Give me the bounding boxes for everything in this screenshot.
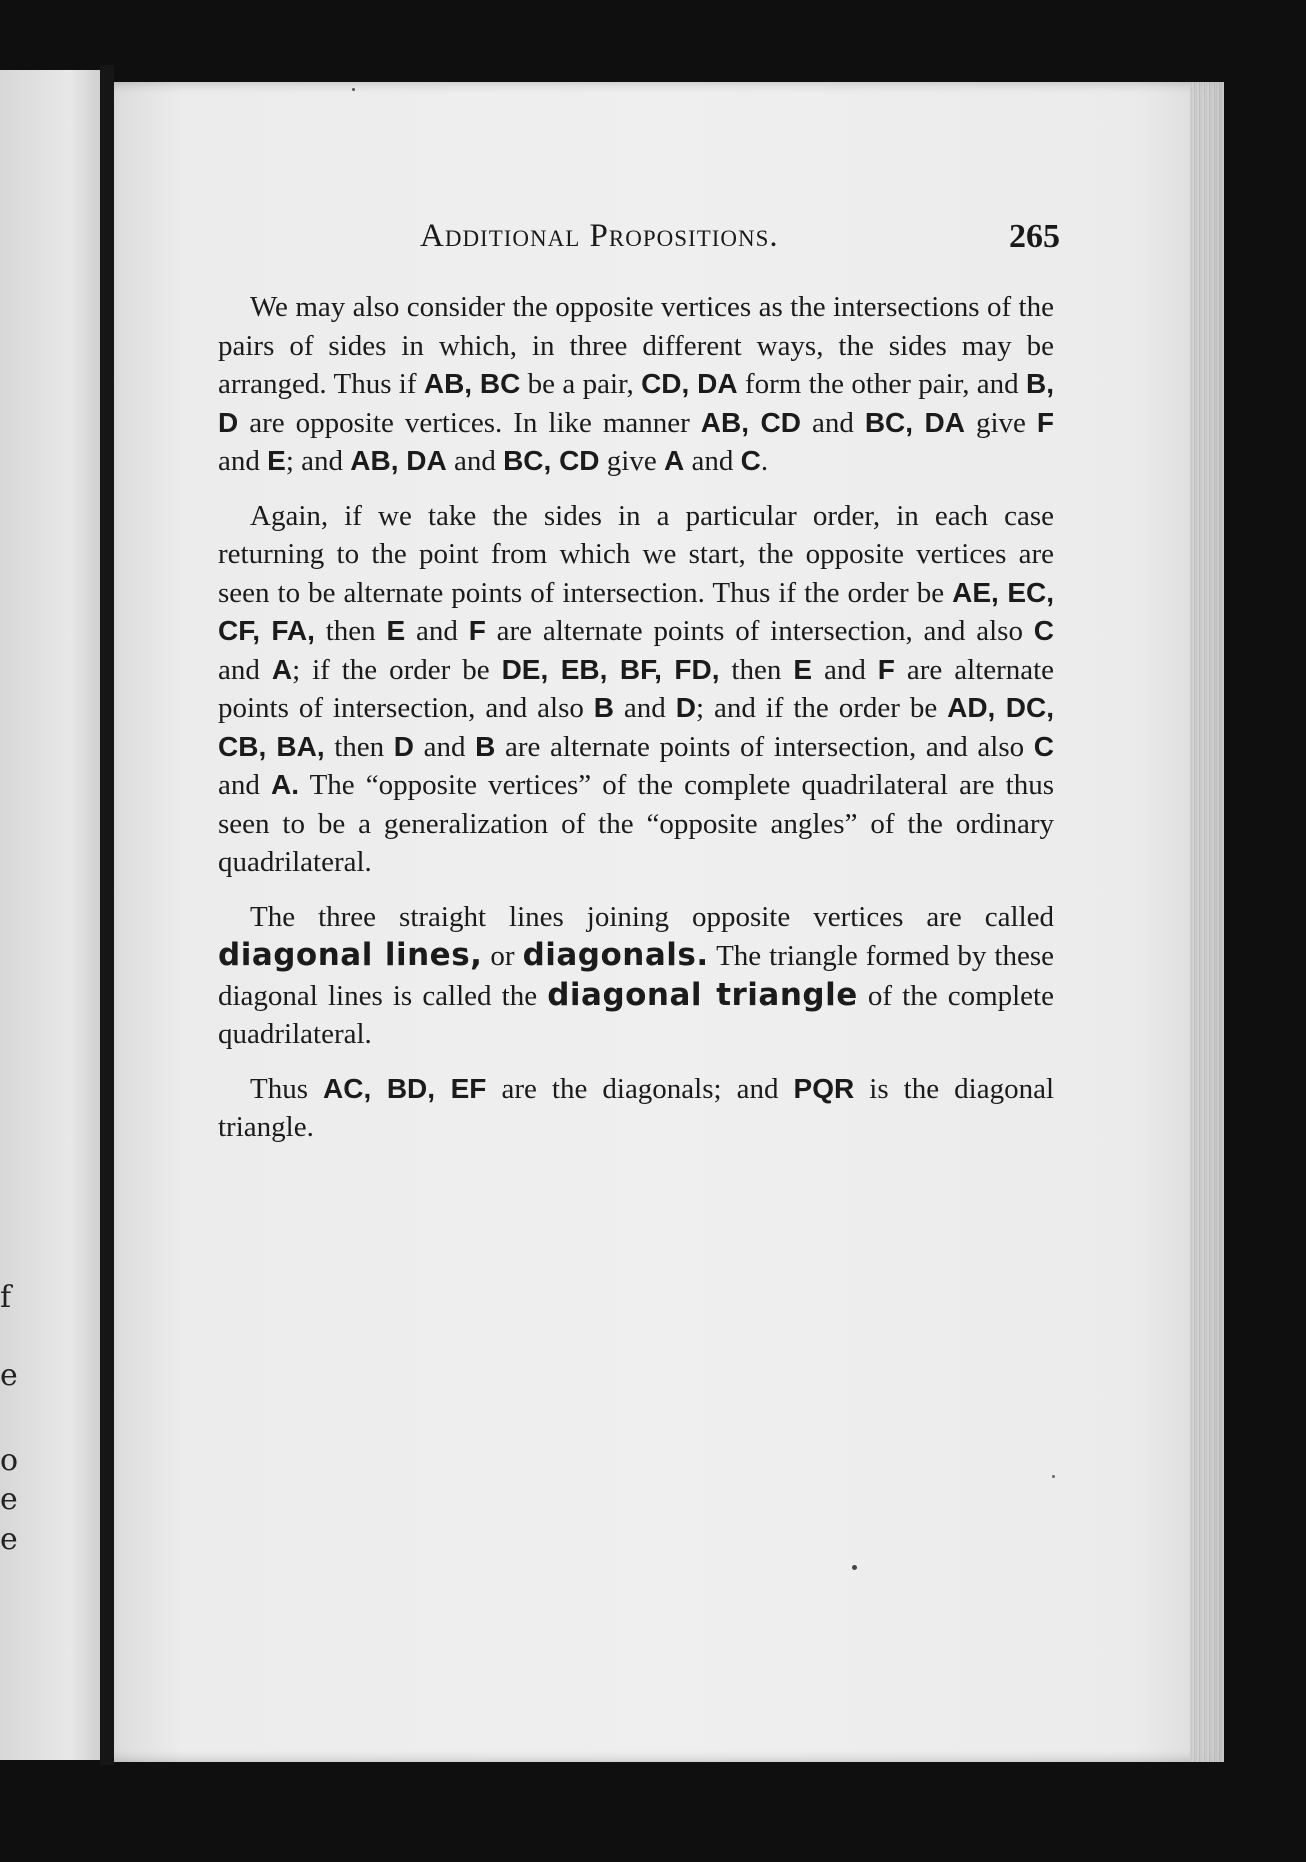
text-run: are the diagonals; and xyxy=(486,1072,794,1105)
bold-label: F xyxy=(877,653,895,685)
bold-label: A xyxy=(271,653,293,685)
text-run: Again, if we take the sides in a particular order, in each case returning to the point from which we start, the opposite vertices are seen to be alternate points of intersection. Thus if the order be xyxy=(218,499,1054,609)
bold-label: C xyxy=(1033,615,1054,646)
previous-page-letter: e xyxy=(0,1482,18,1517)
text-run: then xyxy=(719,653,794,686)
bold-label: AB, CD xyxy=(700,406,801,438)
bold-label: CD, DA xyxy=(641,368,738,399)
bold-label: C xyxy=(740,445,761,476)
text-run: and xyxy=(218,653,272,686)
dust-speck xyxy=(352,88,355,91)
text-run: form the other pair, and xyxy=(737,368,1026,400)
text-run: then xyxy=(314,615,387,647)
page-edge-stack xyxy=(1190,82,1224,1762)
book-gutter xyxy=(100,65,114,1765)
defined-term: diagonal triangle xyxy=(547,976,858,1013)
text-run: and xyxy=(684,445,741,477)
dust-speck xyxy=(852,1565,857,1570)
bold-label: BC, CD xyxy=(503,445,600,476)
previous-page-letter: o xyxy=(0,1443,19,1478)
text-run: The “opposite vertices” of the complete quadrilateral are thus seen to be a generalization of the “opposite angles” of the ordinary quadrilateral. xyxy=(218,769,1054,878)
paragraph-1 xyxy=(218,288,1054,481)
bold-label: B xyxy=(593,692,615,723)
paragraph-2 xyxy=(218,497,1054,882)
bold-label: B, D xyxy=(218,368,1054,438)
bold-label: C xyxy=(1033,730,1054,762)
text-run: is the diagonal triangle. xyxy=(218,1072,1054,1143)
text-run: and xyxy=(218,445,268,477)
bold-label: E xyxy=(793,653,813,685)
text-run: and xyxy=(414,730,476,763)
previous-page-letter: f xyxy=(0,1280,12,1315)
text-run: ; and if the order be xyxy=(695,692,948,724)
text-run: and xyxy=(218,769,271,801)
text-run: are alternate points of intersection, and also xyxy=(495,730,1034,763)
text-run: ; if the order be xyxy=(292,653,502,686)
bold-label: AE, EC, CF, FA, xyxy=(218,576,1054,646)
defined-term: diagonals. xyxy=(522,937,709,973)
text-run: Thus xyxy=(250,1072,324,1105)
text-run: The triangle formed by these diagonal lines is called the xyxy=(218,940,1054,1012)
bold-label: PQR xyxy=(793,1072,855,1104)
text-run: We may also consider the opposite vertices as the intersections of the pairs of sides in which, in three different ways, the sides may be arranged. Thus if xyxy=(218,291,1054,400)
bold-label: BC, DA xyxy=(864,406,965,438)
previous-page-letter: e xyxy=(0,1522,18,1557)
page-number: 265 xyxy=(1009,218,1060,255)
text-run: and xyxy=(614,692,676,724)
text-run: and xyxy=(405,615,469,647)
text-run: ; and xyxy=(285,445,351,477)
bold-label: A. xyxy=(271,769,299,800)
text-run: of the complete quadrilateral. xyxy=(218,979,1054,1050)
bold-label: F xyxy=(468,615,486,646)
paragraph-4 xyxy=(218,1070,1054,1147)
bold-label: F xyxy=(1036,406,1054,438)
bold-label: AD, DC, CB, BA, xyxy=(218,692,1054,762)
previous-page-letter: e xyxy=(0,1358,18,1393)
bold-label: AB, DA xyxy=(350,445,447,476)
page-header xyxy=(420,218,1060,270)
text-run: be a pair, xyxy=(520,368,642,400)
bold-label: E xyxy=(267,445,286,476)
bold-label: E xyxy=(386,615,406,646)
paragraph-3 xyxy=(218,898,1054,1054)
previous-page-edge xyxy=(0,70,100,1760)
body-text xyxy=(218,288,1054,1163)
text-run: then xyxy=(324,730,394,763)
bold-label: D xyxy=(393,730,415,762)
bold-label: AC, BD, EF xyxy=(323,1072,487,1104)
bold-label: A xyxy=(663,445,685,476)
text-run: The three straight lines joining opposite vertices are called xyxy=(250,900,1054,933)
text-run: and xyxy=(446,445,504,477)
text-run: . xyxy=(760,445,769,477)
bold-label: B xyxy=(475,730,496,762)
text-run: are alternate points of intersection, and also xyxy=(485,615,1034,647)
text-run: give xyxy=(964,406,1037,439)
bold-label: AB, BC xyxy=(423,368,521,399)
text-run: or xyxy=(482,940,523,972)
dust-speck xyxy=(1052,1475,1055,1478)
bold-label: D xyxy=(675,692,696,723)
text-run: and xyxy=(812,653,878,686)
text-run: give xyxy=(599,445,664,477)
bold-label: DE, EB, BF, FD, xyxy=(501,653,720,685)
text-run: are opposite vertices. In like manner xyxy=(238,406,701,439)
defined-term: diagonal lines, xyxy=(218,937,483,973)
running-title: Additional Propositions. xyxy=(420,218,779,254)
text-run: and xyxy=(800,406,865,439)
text-run: are alternate points of intersection, and also xyxy=(218,653,1055,724)
